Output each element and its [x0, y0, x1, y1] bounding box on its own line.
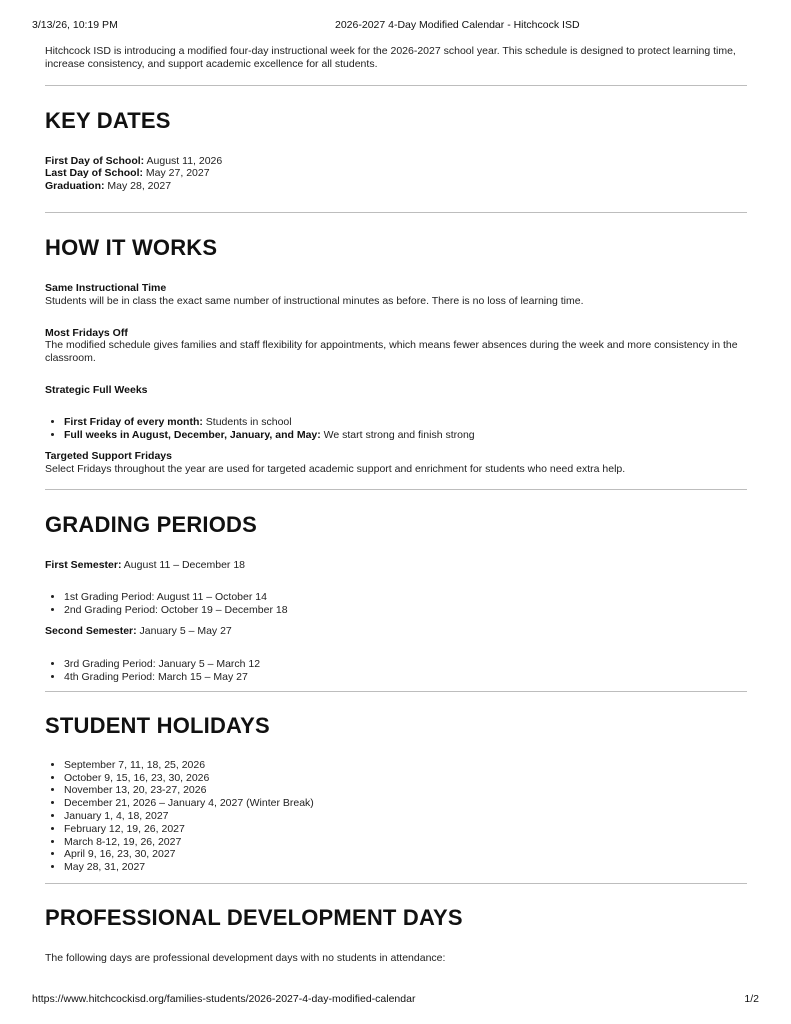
section-divider: [45, 691, 747, 692]
full-weeks-title: Strategic Full Weeks: [45, 383, 148, 396]
grading-periods-heading: GRADING PERIODS: [45, 511, 258, 537]
student-holidays-heading: STUDENT HOLIDAYS: [45, 712, 270, 738]
print-datetime: 3/13/26, 10:19 PM: [32, 19, 118, 31]
list-item: • Full weeks in August, December, January, and May: We start strong and finish strong: [64, 429, 747, 442]
list-item: • November 13, 20, 23-27, 2026: [64, 784, 747, 797]
main-content: [45, 45, 747, 965]
list-item: • 2nd Grading Period: October 19 – December 18: [64, 604, 747, 617]
fridays-off-text: The modified schedule gives families and staff flexibility for appointments, which means fewer absences during the week and more consistency in the classroom.: [45, 339, 738, 365]
list-item: • 3rd Grading Period: January 5 – March 12: [64, 658, 747, 671]
print-header: [32, 19, 759, 31]
section-divider: [45, 85, 747, 86]
first-semester-list: [45, 591, 747, 617]
strategic-full-weeks: [45, 384, 747, 441]
key-date-graduation: Graduation: May 28, 2027: [45, 180, 172, 193]
print-page-number: 1/2: [744, 993, 759, 1005]
list-item: • March 8-12, 19, 26, 2027: [64, 836, 747, 849]
same-time-title: Same Instructional Time: [45, 281, 167, 294]
print-footer: [32, 993, 759, 1005]
support-fridays-title: Targeted Support Fridays: [45, 450, 172, 463]
list-item: • April 9, 16, 23, 30, 2027: [64, 848, 747, 861]
support-fridays-text: Select Fridays throughout the year are used for targeted academic support and enrichment for students who need extra help.: [45, 463, 626, 476]
section-divider: [45, 212, 747, 213]
key-date-first-day: First Day of School: August 11, 2026: [45, 154, 223, 167]
list-item: • First Friday of every month: Students in school: [64, 416, 747, 429]
second-semester-list: [45, 658, 747, 684]
key-dates-heading: KEY DATES: [45, 107, 171, 133]
full-weeks-list: [45, 416, 747, 442]
student-holidays-list: [45, 759, 747, 874]
list-item: • May 28, 31, 2027: [64, 861, 747, 874]
fridays-off-title: Most Fridays Off: [45, 326, 128, 339]
most-fridays-off: [45, 327, 747, 365]
key-dates-list: [45, 155, 747, 193]
list-item: • January 1, 4, 18, 2027: [64, 810, 747, 823]
first-semester: First Semester: August 11 – December 18: [45, 558, 246, 571]
list-item: • 1st Grading Period: August 11 – October 14: [64, 591, 747, 604]
pd-days-heading: PROFESSIONAL DEVELOPMENT DAYS: [45, 904, 463, 930]
list-item: • December 21, 2026 – January 4, 2027 (Winter Break): [64, 797, 747, 810]
intro-paragraph: Hitchcock ISD is introducing a modified four-day instructional week for the 2026-2027 school year. This schedule is designed to protect learning time, increase consistency, and support academic excellence for all students.: [45, 45, 736, 70]
list-item: • 4th Grading Period: March 15 – May 27: [64, 671, 747, 684]
targeted-support-fridays: [45, 450, 747, 476]
second-semester: Second Semester: January 5 – May 27: [45, 625, 232, 638]
list-item: • September 7, 11, 18, 25, 2026: [64, 759, 747, 772]
pd-days-intro: The following days are professional development days with no students in attendance:: [45, 951, 446, 964]
list-item: • October 9, 15, 16, 23, 30, 2026: [64, 772, 747, 785]
key-date-last-day: Last Day of School: May 27, 2027: [45, 167, 210, 180]
print-url: https://www.hitchcockisd.org/families-students/2026-2027-4-day-modified-calendar: [32, 993, 416, 1005]
how-it-works-heading: HOW IT WORKS: [45, 234, 218, 260]
same-instructional-time: [45, 282, 747, 308]
section-divider: [45, 489, 747, 490]
print-page-title: 2026-2027 4-Day Modified Calendar - Hitchcock ISD: [335, 19, 580, 31]
section-divider: [45, 883, 747, 884]
same-time-text: Students will be in class the exact same number of instructional minutes as before. There is no loss of learning time.: [45, 294, 584, 307]
list-item: • February 12, 19, 26, 2027: [64, 823, 747, 836]
